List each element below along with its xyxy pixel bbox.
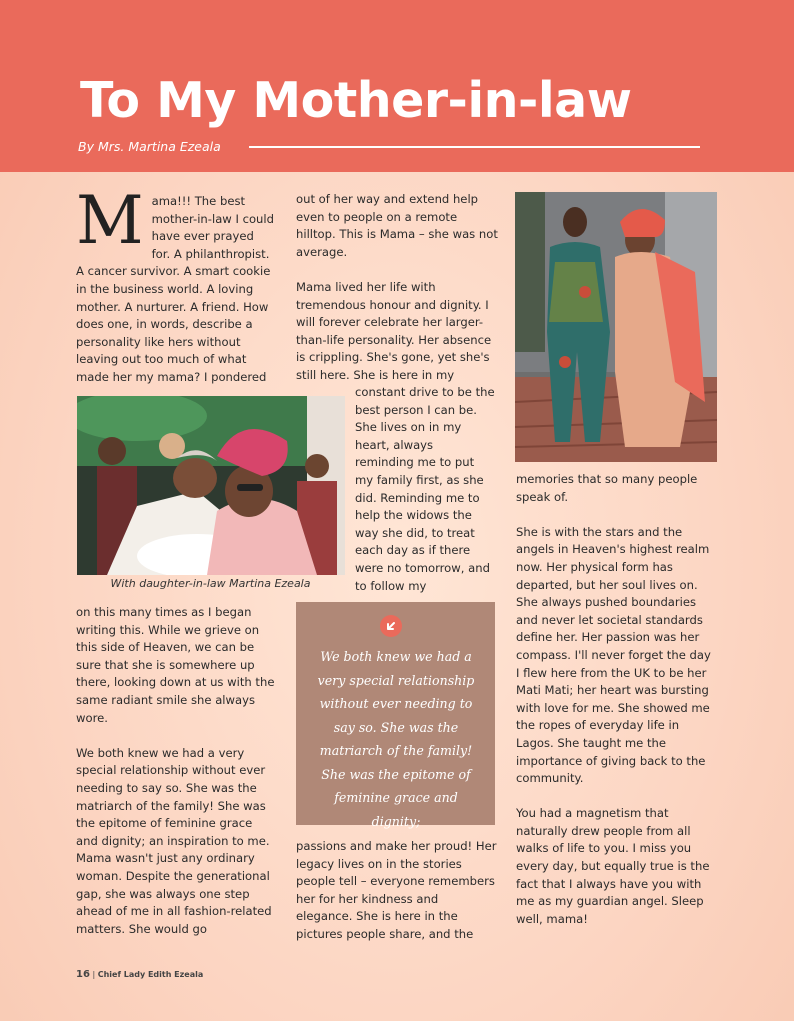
article-col2-middle	[355, 384, 495, 595]
wedding-photo-image	[77, 396, 345, 575]
page-footer	[76, 969, 203, 980]
article-col2-bottom	[296, 838, 498, 944]
portrait-photo-image	[515, 192, 717, 462]
article-text: ama!!! The best mother-in-law I could have ever prayed for. A philanthropist. A cancer survivor. A smart cookie in the business world. A loving mother. A nurturer. A friend. How does one, in words, describe a personality like hers without leaving out too much of what made her my mama? I pondered	[76, 194, 274, 384]
article-paragraph: on this many times as I began writing this. While we grieve on this side of Heaven, we can be sure that she is somewhere up there, looking down at us with the same radiant smile she always wore.	[76, 605, 275, 725]
page-number: 16	[76, 969, 90, 980]
article-col1-bottom	[76, 604, 276, 938]
article-paragraph: Mama lived her life with tremendous honour and dignity. I will forever celebrate her larger-than-life personality. Her absence is crippling. She's gone, yet she's still here. She is here in my	[296, 279, 492, 382]
quote-arrow-icon	[380, 615, 402, 637]
byline: By Mrs. Martina Ezeala	[78, 139, 221, 154]
pull-quote-text: We both knew we had a very special relationship without ever needing to say so. She was the matriarch of the family! She was the epitome of feminine grace and dignity;	[317, 649, 475, 829]
article-paragraph: constant drive to be the best person I can be. She lives on in my heart, always reminding me to put my family first, as she did. Reminding me to help the widows the way she did, to treat each day as if there were no tomorrow, and to follow my	[355, 385, 495, 593]
wedding-photo	[77, 396, 345, 575]
photo-caption: With daughter-in-law Martina Ezeala	[110, 577, 311, 590]
article-paragraph: out of her way and extend help even to people on a remote hilltop. This is Mama – she was not average.	[296, 192, 498, 259]
portrait-photo	[515, 192, 717, 462]
byline-rule	[249, 146, 700, 148]
article-paragraph: She is with the stars and the angels in Heaven's highest realm now. Her physical form has departed, but her soul lives on. She always pushed boundaries and never let societal standards define her. Her passion was her compass. I'll never forget the day I flew here from the UK to be her Mati Mati; her heart was bursting with love for me. She showed me the ropes of everyday life in Lagos. She taught me the importance of giving back to the community.	[516, 524, 711, 786]
drop-cap: M	[76, 182, 144, 259]
publication-name: Chief Lady Edith Ezeala	[97, 970, 204, 979]
article-col2-top	[296, 191, 498, 385]
article-col1-top	[76, 182, 276, 387]
article-paragraph: You had a magnetism that naturally drew people from all walks of life to you. I miss you every day, but equally true is the fact that I always have you with me as my guardian angel. Sleep well, mama!	[516, 806, 710, 926]
article-col3	[516, 471, 717, 928]
footer-separator: |	[92, 970, 96, 979]
article-paragraph: memories that so many people speak of.	[516, 472, 698, 504]
page-title: To My Mother-in-law	[80, 72, 632, 129]
article-paragraph: We both knew we had a very special relationship without ever needing to say so. She was the matriarch of the family! She was the epitome of feminine grace and dignity; an inspiration to me. Mama wasn't just any ordinary woman. Despite the generational gap, she was always one step ahead of me in all fashion-related matters. She would go	[76, 745, 272, 936]
article-paragraph: passions and make her proud! Her legacy lives on in the stories people tell – everyone remembers her for her kindness and elegance. She is here in the pictures people share, and the	[296, 839, 497, 941]
